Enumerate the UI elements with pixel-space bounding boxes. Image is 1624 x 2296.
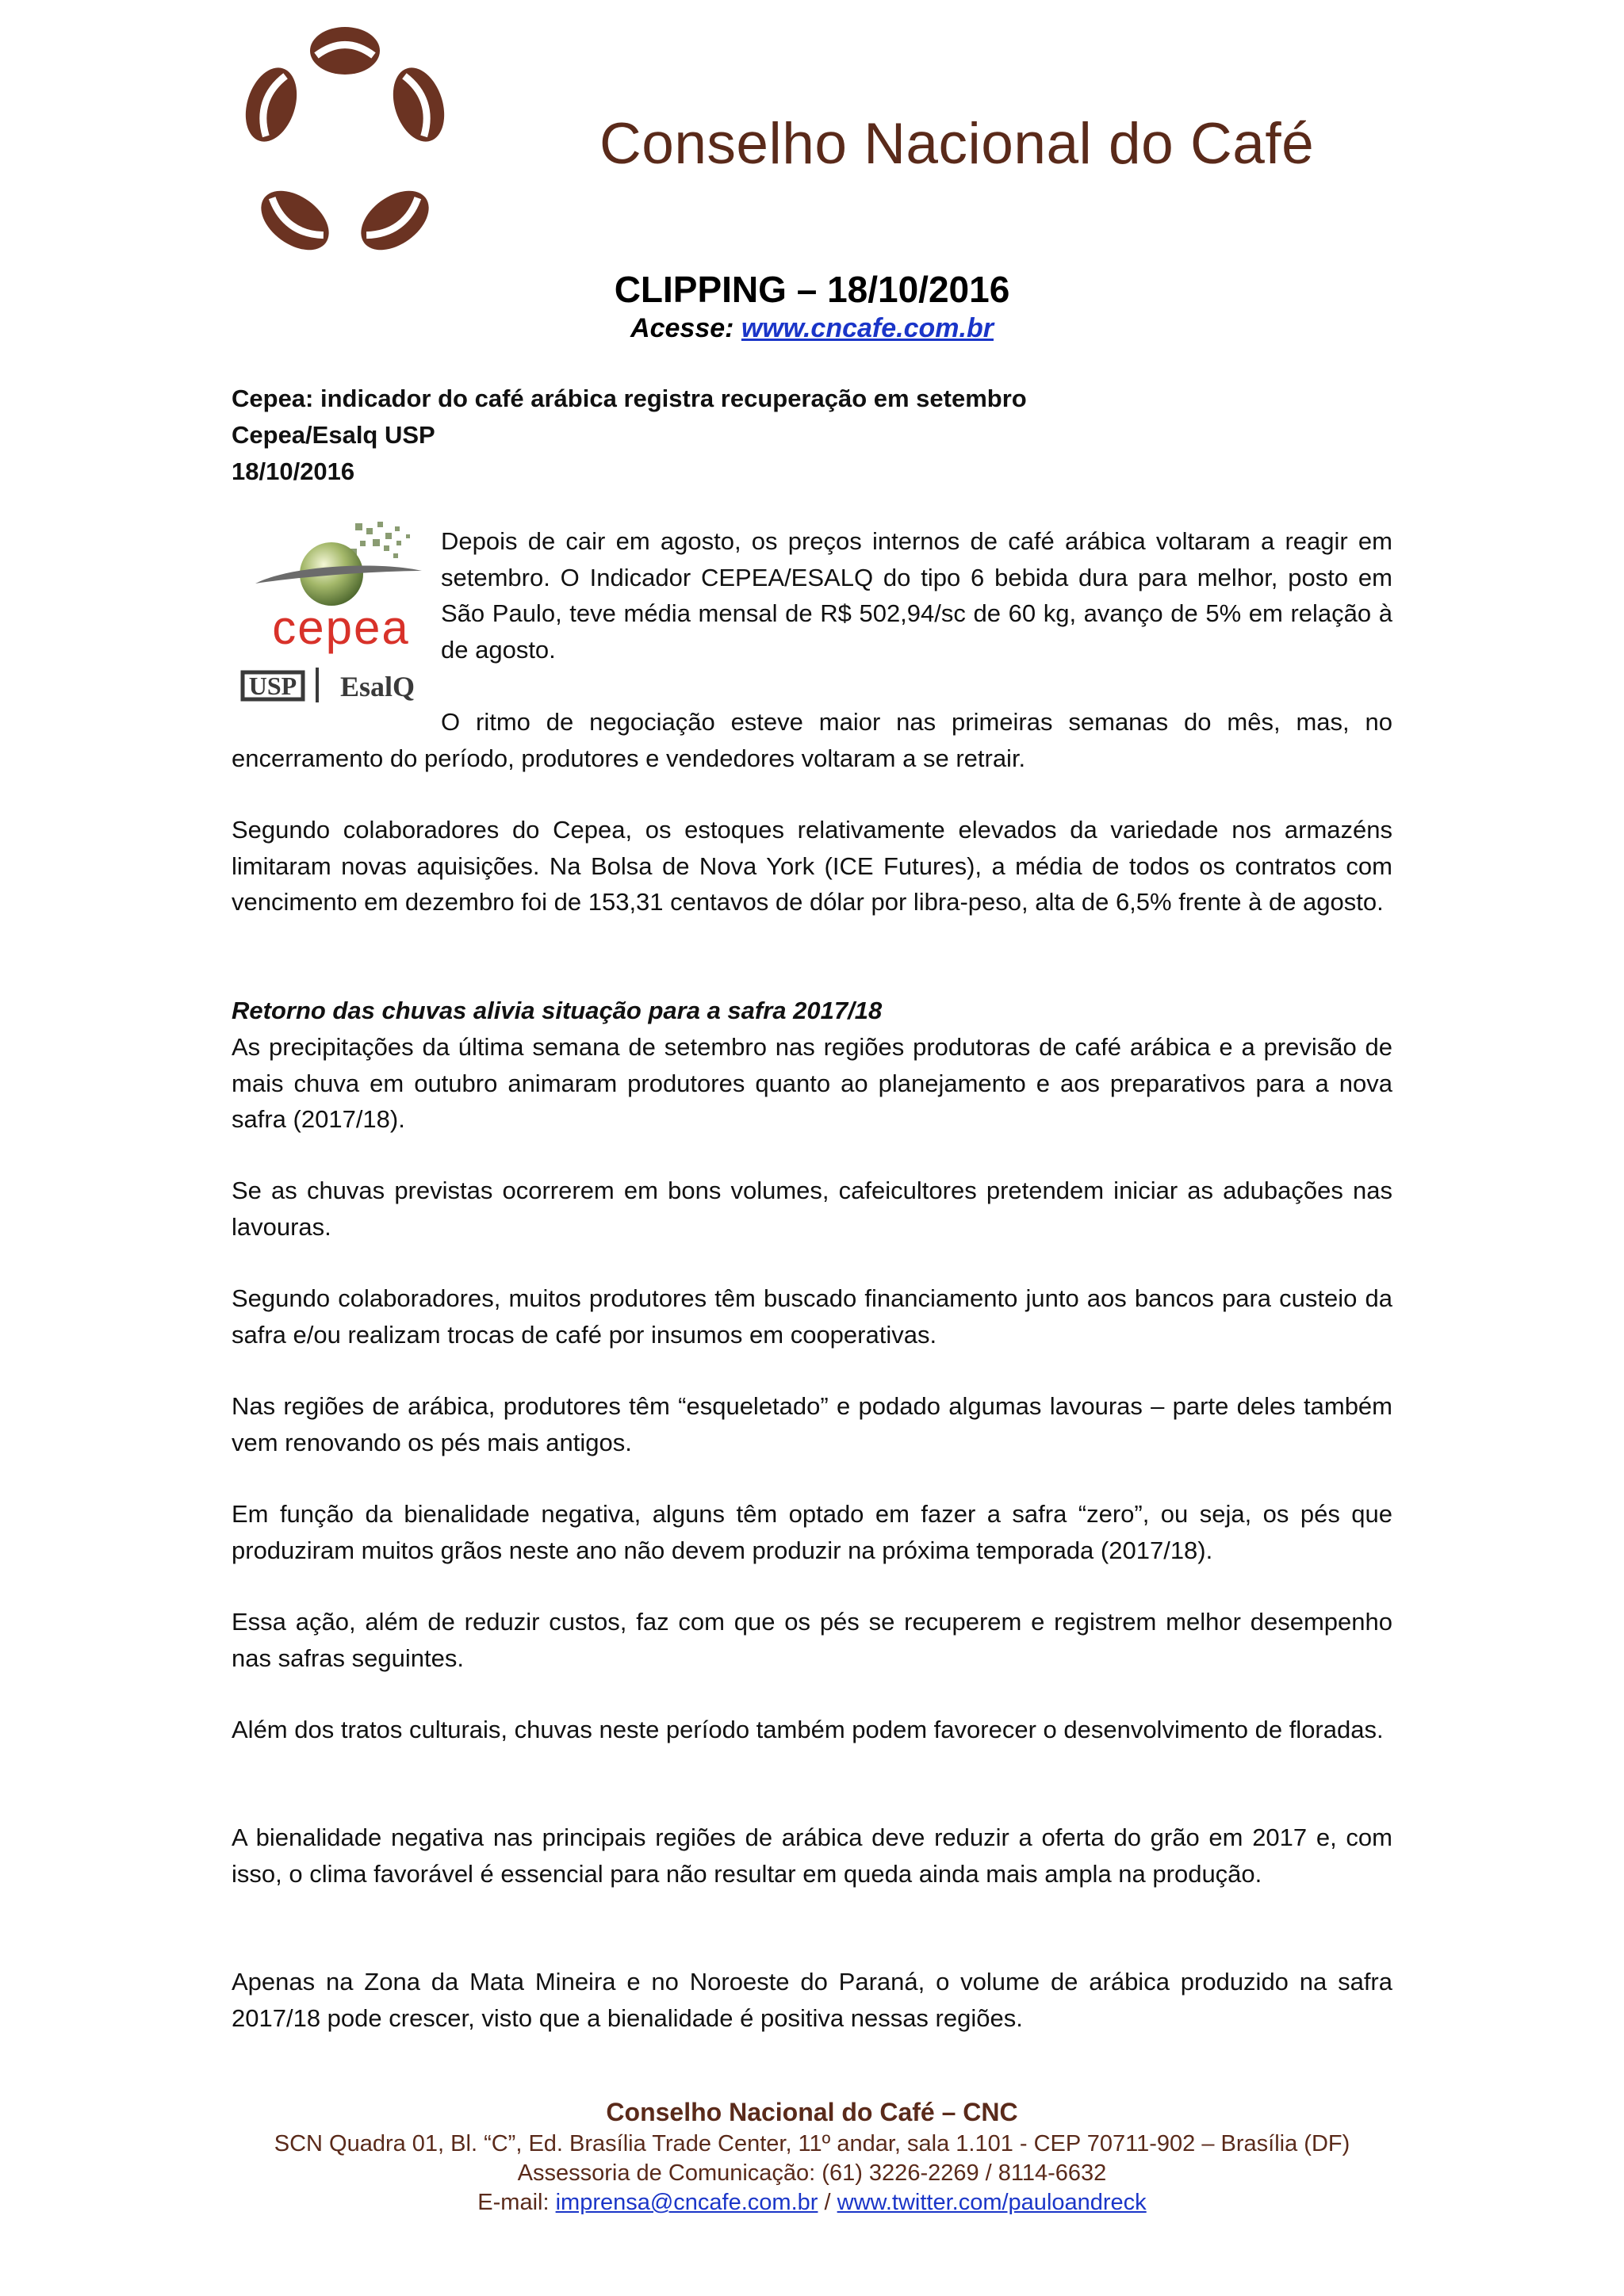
article-paragraph-4: As precipitações da última semana de setembro nas regiões produtoras de café arábica e a previsão de mais chuva em outubro animaram produtores quanto ao planejamento e aos preparativos para a nova safra (2017/18).	[232, 1033, 1392, 1133]
footer-phone: Assessoria de Comunicação: (61) 3226-2269 / 8114-6632	[517, 2160, 1107, 2186]
footer-contact-line	[0, 2188, 1624, 2218]
cnc-coffee-bean-logo	[230, 22, 460, 272]
pixel-squares-icon	[350, 522, 410, 558]
article-headline: Cepea: indicador do café arábica registra recuperação em setembro	[232, 385, 1027, 412]
cepea-logo	[238, 517, 442, 715]
article-paragraph-2: O ritmo de negociação esteve maior nas primeiras semanas do mês, mas, no encerramento do período, produtores e vendedores voltaram a se retrair.	[232, 708, 1392, 772]
acesse-line	[0, 313, 1624, 344]
article-subheading: Retorno das chuvas alivia situação para a safra 2017/18	[232, 997, 883, 1024]
article-paragraph-3: Segundo colaboradores do Cepea, os estoques relativamente elevados da variedade nos armazéns limitaram novas aquisições. Na Bolsa de Nova York (ICE Futures), a média de todos os contratos com vencimento em dezembro foi de 153,31 centavos de dólar por libra-peso, alta de 6,5% frente à de agosto.	[232, 816, 1392, 916]
email-label: E-mail:	[477, 2190, 550, 2215]
article-header	[232, 381, 1027, 490]
article-source: Cepea/Esalq USP	[232, 421, 435, 449]
article-date: 18/10/2016	[232, 457, 355, 485]
usp-wordmark: USP	[248, 672, 297, 700]
website-link[interactable]: www.cncafe.com.br	[741, 313, 994, 343]
article-paragraph-12: Apenas na Zona da Mata Mineira e no Noroeste do Paraná, o volume de arábica produzido na safra 2017/18 pode crescer, visto que a bienalidade é positiva nessas regiões.	[232, 1968, 1392, 2032]
cepea-wordmark: cepea	[272, 601, 410, 654]
article-paragraph-5: Se as chuvas previstas ocorrerem em bons volumes, cafeicultores pretendem iniciar as adubações nas lavouras.	[232, 1177, 1392, 1241]
article-paragraph-10: Além dos tratos culturais, chuvas neste período também podem favorecer o desenvolvimento de floradas.	[232, 1716, 1384, 1743]
article-paragraph-8: Em função da bienalidade negativa, alguns têm optado em fazer a safra “zero”, ou seja, os pés que produziram muitos grãos neste ano não devem produzir na próxima temporada (2017/18).	[232, 1500, 1392, 1564]
article-paragraph-6: Segundo colaboradores, muitos produtores têm buscado financiamento junto aos bancos para custeio da safra e/ou realizam trocas de café por insumos em cooperativas.	[232, 1284, 1392, 1349]
twitter-link[interactable]: www.twitter.com/pauloandreck	[837, 2190, 1147, 2215]
page-footer	[0, 2095, 1624, 2218]
organization-title: Conselho Nacional do Café	[599, 112, 1315, 176]
article-paragraph-7: Nas regiões de arábica, produtores têm “esqueletado” e podado algumas lavouras – parte deles também vem renovando os pés mais antigos.	[232, 1392, 1392, 1456]
esalq-wordmark: EsalQ	[339, 671, 416, 702]
email-link[interactable]: imprensa@cncafe.com.br	[555, 2190, 818, 2215]
link-separator: /	[824, 2190, 831, 2215]
article-paragraph-1: Depois de cair em agosto, os preços internos de café arábica voltaram a reagir em setembro. O Indicador CEPEA/ESALQ do tipo 6 bebida dura para melhor, posto em São Paulo, teve média mensal de R$ 502,94/sc de 60 kg, avanço de 5% em relação à de agosto.	[441, 527, 1392, 664]
article-paragraph-9: Essa ação, além de reduzir custos, faz com que os pés se recuperem e registrem melhor desempenho nas safras seguintes.	[232, 1608, 1392, 1672]
article-paragraph-11: A bienalidade negativa nas principais regiões de arábica deve reduzir a oferta do grão em 2017 e, com isso, o clima favorável é essencial para não resultar em queda ainda mais ampla na produção.	[232, 1823, 1392, 1888]
acesse-label: Acesse:	[630, 313, 734, 343]
clipping-title: CLIPPING – 18/10/2016	[614, 269, 1010, 310]
footer-title: Conselho Nacional do Café – CNC	[606, 2098, 1018, 2126]
footer-address: SCN Quadra 01, Bl. “C”, Ed. Brasília Trade Center, 11º andar, sala 1.101 - CEP 70711-902 – Brasília (DF)	[274, 2131, 1350, 2156]
